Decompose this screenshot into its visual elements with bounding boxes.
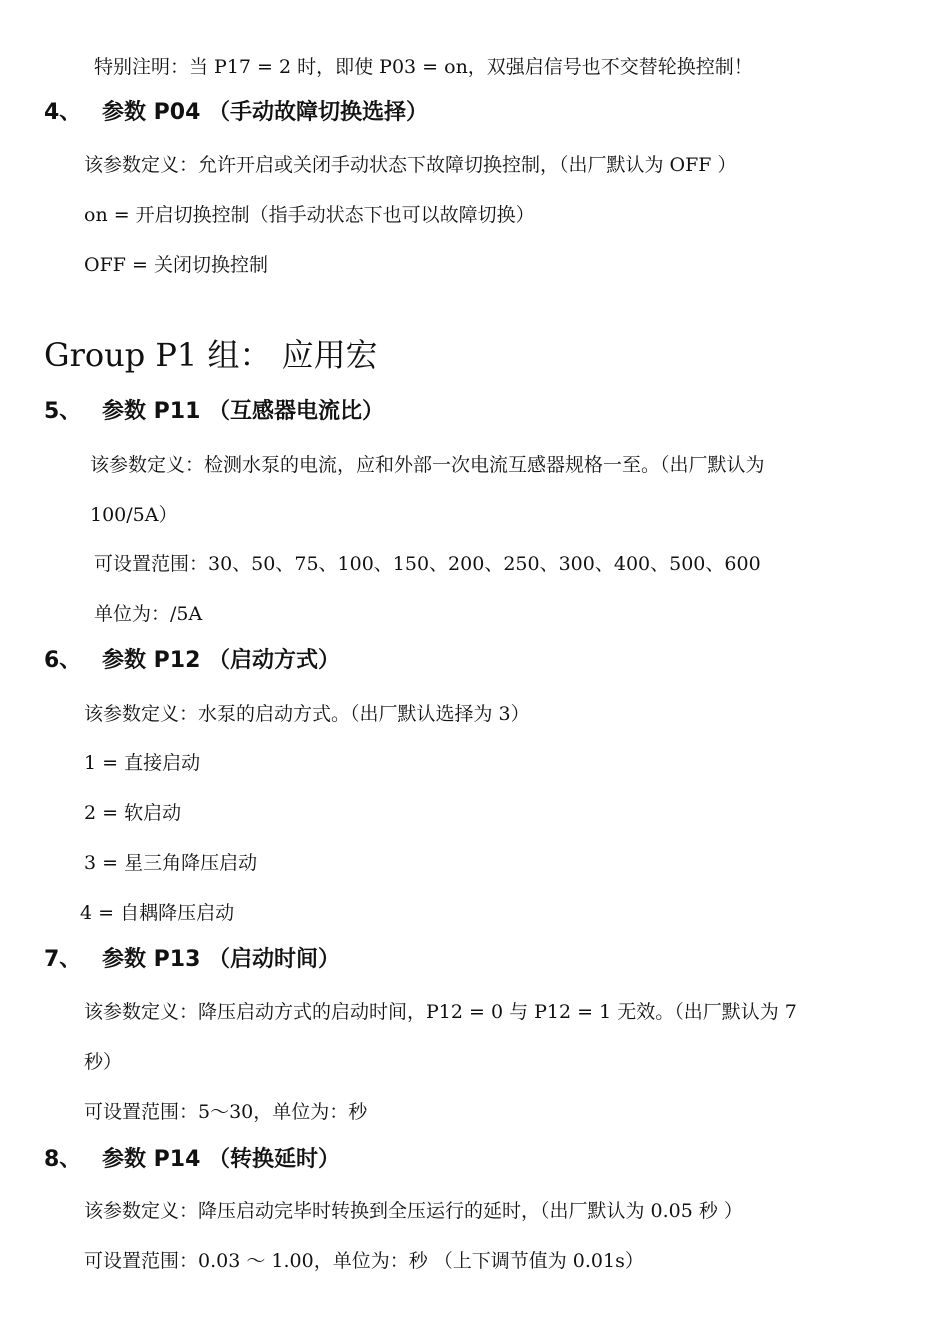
p12-option-2: 2 = 软启动: [84, 802, 182, 824]
p14-definition: 该参数定义：降压启动完毕时转换到全压运行的延时，（出厂默认为 0.05 秒 ）: [84, 1200, 743, 1222]
p12-definition: 该参数定义：水泵的启动方式。（出厂默认选择为 3）: [84, 703, 530, 725]
section-number: 8、: [44, 1147, 82, 1172]
section-number: 7、: [44, 947, 82, 972]
section-title: 参数 P13 （启动时间）: [102, 947, 341, 972]
p12-option-1: 1 = 直接启动: [84, 752, 201, 774]
section-title: 参数 P14 （转换延时）: [102, 1147, 341, 1172]
p11-unit: 单位为：/5A: [94, 603, 203, 625]
special-note: 特别注明：当 P17 = 2 时，即使 P03 = on，双强启信号也不交替轮换控制！: [94, 56, 753, 78]
p13-range: 可设置范围：5～30，单位为：秒: [84, 1101, 368, 1123]
p04-definition: 该参数定义：允许开启或关闭手动状态下故障切换控制，（出厂默认为 OFF ）: [84, 154, 737, 176]
group-title: Group P1 组： 应用宏: [44, 336, 378, 374]
section-heading-p04: [44, 98, 428, 128]
section-title: 参数 P11 （互感器电流比）: [102, 399, 385, 424]
p04-option-off: OFF = 关闭切换控制: [84, 254, 268, 276]
p04-option-on: on = 开启切换控制（指手动状态下也可以故障切换）: [84, 204, 535, 226]
section-heading-p11: [44, 397, 384, 427]
p12-option-4: 4 = 自耦降压启动: [80, 902, 235, 924]
section-title: 参数 P12 （启动方式）: [102, 648, 341, 673]
section-number: 4、: [44, 100, 82, 125]
p14-range: 可设置范围：0.03 ～ 1.00，单位为：秒 （上下调节值为 0.01s）: [84, 1250, 644, 1272]
section-heading-p14: [44, 1145, 340, 1175]
p11-definition-line2: 100/5A）: [90, 504, 178, 526]
section-heading-p13: [44, 945, 340, 975]
p11-definition-line1: 该参数定义：检测水泵的电流，应和外部一次电流互感器规格一至。（出厂默认为: [90, 454, 765, 476]
p11-range: 可设置范围：30、50、75、100、150、200、250、300、400、500、600: [94, 553, 761, 575]
p13-definition-line1: 该参数定义：降压启动方式的启动时间，P12 = 0 与 P12 = 1 无效。（出厂默认为 7: [84, 1001, 797, 1023]
section-number: 6、: [44, 648, 82, 673]
section-title: 参数 P04 （手动故障切换选择）: [102, 100, 429, 125]
section-number: 5、: [44, 399, 82, 424]
p12-option-3: 3 = 星三角降压启动: [84, 852, 258, 874]
p13-definition-line2: 秒）: [84, 1051, 123, 1073]
section-heading-p12: [44, 646, 340, 676]
